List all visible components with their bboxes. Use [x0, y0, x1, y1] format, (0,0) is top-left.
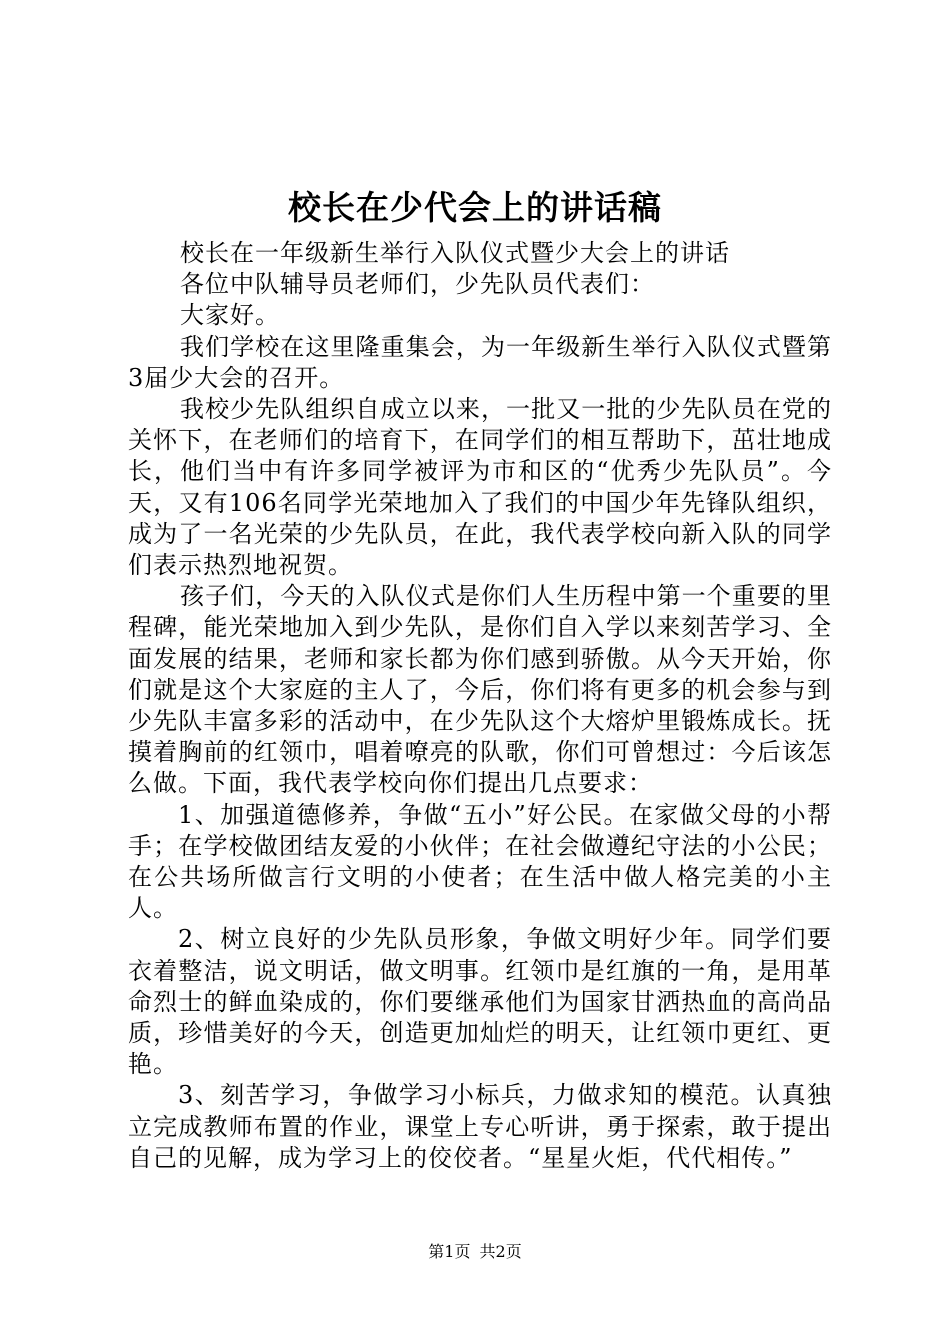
paragraph-body: 我校少先队组织自成立以来，一批又一批的少先队员在党的关怀下，在老师们的培育下，在同学们的相互帮助下，茁壮地成长，他们当中有许多同学被评为市和区的“优秀少先队员”。今天，又有106名同学光荣地加入了我们的中国少年先锋队组织，成为了一名光荣的少先队员，在此，我代表学校向新入队的同学们表示热烈地祝贺。 [128, 395, 832, 580]
paragraph-requirement-2: 2、树立良好的少先队员形象，争做文明好少年。同学们要衣着整洁，说文明话，做文明事。红领巾是红旗的一角，是用革命烈士的鲜血染成的，你们要继承他们为国家甘洒热血的高尚品质，珍惜美好的今天，创造更加灿烂的明天，让红领巾更红、更艳。 [128, 925, 832, 1079]
page-number: 第1页 [428, 1242, 471, 1261]
page-total: 共2页 [479, 1242, 522, 1261]
paragraph-body: 孩子们，今天的入队仪式是你们人生历程中第一个重要的里程碑，能光荣地加入到少先队，是你们自入学以来刻苦学习、全面发展的结果，老师和家长都为你们感到骄傲。从今天开始，你们就是这个大家庭的主人了，今后，你们将有更多的机会参与到少先队丰富多彩的活动中，在少先队这个大熔炉里锻炼成长。抚摸着胸前的红领巾，唱着嘹亮的队歌，你们可曾想过：今后该怎么做。下面，我代表学校向你们提出几点要求： [128, 582, 832, 798]
paragraph-requirement-3: 3、刻苦学习，争做学习小标兵，力做求知的模范。认真独立完成教师布置的作业，课堂上专心听讲，勇于探索，敢于提出自己的见解，成为学习上的佼佼者。“星星火炬，代代相传。” [128, 1081, 832, 1172]
paragraph-greeting: 大家好。 [180, 301, 280, 330]
paragraph-subtitle: 校长在一年级新生举行入队仪式暨少大会上的讲话 [180, 239, 730, 267]
paragraph-requirement-1: 1、加强道德修养，争做“五小”好公民。在家做父母的小帮手；在学校做团结友爱的小伙伴；在社会做遵纪守法的小公民；在公共场所做言行文明的小使者；在生活中做人格完美的小主人。 [128, 800, 832, 923]
paragraph-body: 我们学校在这里隆重集会，为一年级新生举行入队仪式暨第3届少大会的召开。 [128, 332, 832, 392]
document-body [128, 238, 832, 1174]
paragraph-salutation: 各位中队辅导员老师们，少先队员代表们： [180, 270, 655, 299]
document-title: 校长在少代会上的讲话稿 [288, 188, 662, 227]
page-footer [0, 1242, 950, 1262]
